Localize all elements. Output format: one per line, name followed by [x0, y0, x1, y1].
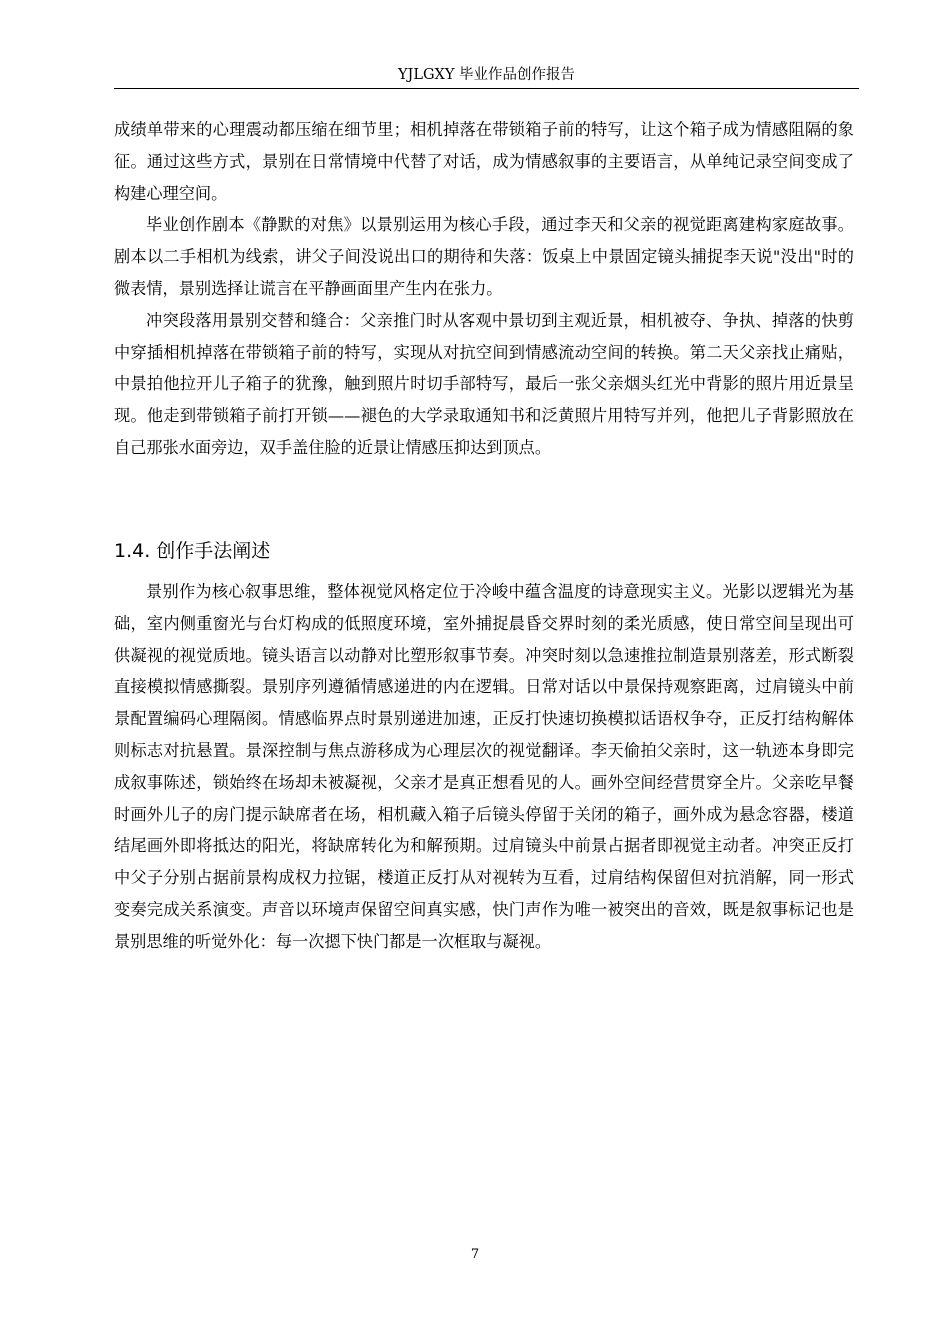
- body-text-section: [114, 576, 854, 958]
- header-title: YJLGXY 毕业作品创作报告: [397, 67, 576, 83]
- paragraph: 景别作为核心叙事思维，整体视觉风格定位于冷峻中蕴含温度的诗意现实主义。光影以逻辑光为基础，室内侧重窗光与台灯构成的低照度环境，室外捕捉晨昏交界时刻的柔光质感，使日常空间呈现出可供凝视的视觉质地。镜头语言以动静对比塑形叙事节奏。冲突时刻以急速推拉制造景别落差，形式断裂直接模拟情感撕裂。景别序列遵循情感递进的内在逻辑。日常对话以中景保持观察距离，过肩镜头中前景配置编码心理隔阂。情感临界点时景别递进加速，正反打快速切换模拟话语权争夺，正反打结构解体则标志对抗悬置。景深控制与焦点游移成为心理层次的视觉翻译。李天偷拍父亲时，这一轨迹本身即完成叙事陈述，锁始终在场却未被凝视，父亲才是真正想看见的人。画外空间经营贯穿全片。父亲吃早餐时画外儿子的房门提示缺席者在场，相机藏入箱子后镜头停留于关闭的箱子，画外成为悬念容器，楼道结尾画外即将抵达的阳光，将缺席转化为和解预期。过肩镜头中前景占据者即视觉主动者。冲突正反打中父子分别占据前景构成权力拉锯，楼道正反打从对视转为互看，过肩结构保留但对抗消解，同一形式变奏完成关系演变。声音以环境声保留空间真实感，快门声作为唯一被突出的音效，既是叙事标记也是景别思维的听觉外化：每一次摁下快门都是一次框取与凝视。: [114, 582, 854, 951]
- section-heading: 1.4. 创作手法阐述: [114, 540, 271, 562]
- paragraph: 冲突段落用景别交替和缝合：父亲推门时从客观中景切到主观近景，相机被夺、争执、掉落的快剪中穿插相机掉落在带锁箱子前的特写，实现从对抗空间到情感流动空间的转换。第二天父亲找止痛贴，中景拍他拉开儿子箱子的犹豫，触到照片时切手部特写，最后一张父亲烟头红光中背影的照片用近景呈现。他走到带锁箱子前打开锁——褪色的大学录取通知书和泛黄照片用特写并列，他把儿子背影照放在自己那张水面旁边，双手盖住脸的近景让情感压抑达到顶点。: [114, 310, 854, 457]
- page-header: [114, 64, 859, 89]
- paragraph: 毕业创作剧本《静默的对焦》以景别运用为核心手段，通过李天和父亲的视觉距离建构家庭故事。剧本以二手相机为线索，讲父子间没说出口的期待和失落：饭桌上中景固定镜头捕捉李天说"没出"时的微表情，景别选择让谎言在平静画面里产生内在张力。: [114, 215, 854, 298]
- paragraph: 成绩单带来的心理震动都压缩在细节里；相机掉落在带锁箱子前的特写，让这个箱子成为情感阻隔的象征。通过这些方式，景别在日常情境中代替了对话，成为情感叙事的主要语言，从单纯记录空间变成了构建心理空间。: [114, 120, 854, 203]
- page-number: 7: [470, 1247, 480, 1262]
- body-text-top: [114, 114, 854, 464]
